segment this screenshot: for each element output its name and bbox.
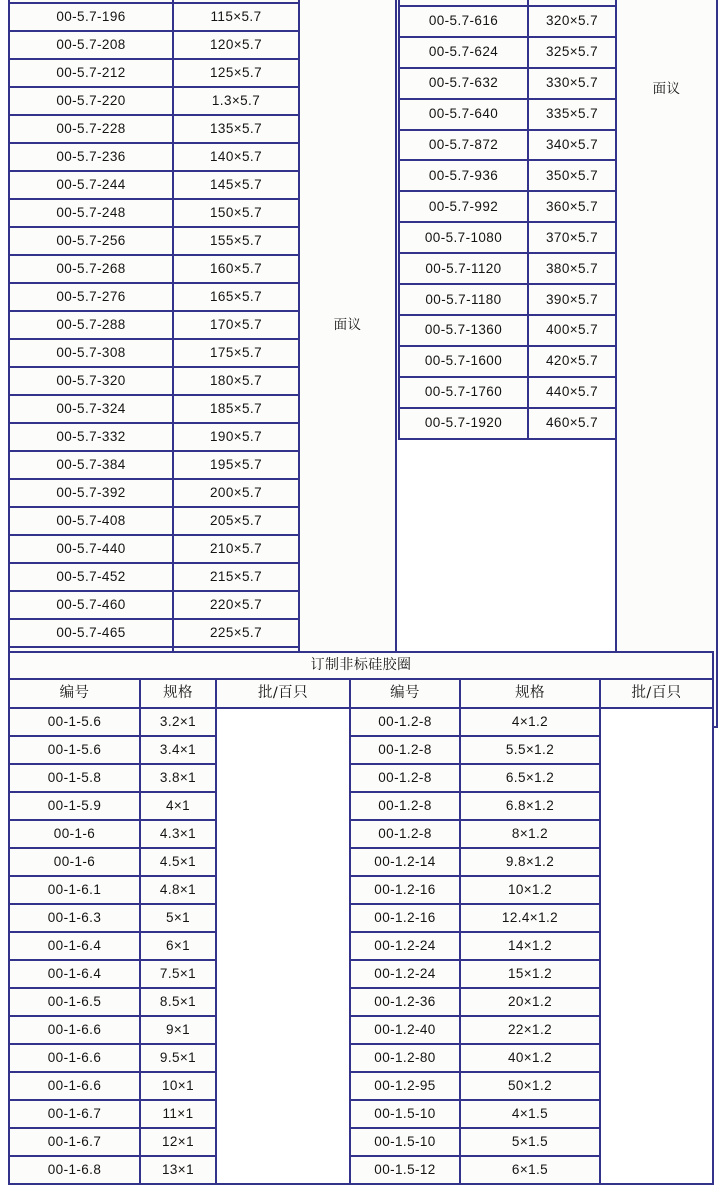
top-left-table-body	[9, 0, 396, 675]
cell-empty	[528, 612, 616, 641]
cell-code: 00-5.7-320	[9, 367, 173, 395]
cell-spec: 190×5.7	[173, 423, 299, 451]
cell-spec-right: 10×1.2	[460, 876, 600, 904]
cell-empty	[399, 555, 528, 584]
cell-code-left: 00-1-6.4	[9, 932, 140, 960]
cell-spec: 175×5.7	[173, 339, 299, 367]
cell-code: 00-5.7-465	[9, 619, 173, 647]
cell-code-left: 00-1-5.6	[9, 708, 140, 736]
cell-spec: 330×5.7	[528, 68, 616, 99]
cell-spec: 350×5.7	[528, 160, 616, 191]
cell-code: 00-5.7-248	[9, 199, 173, 227]
header-code-left: 编号	[9, 679, 140, 708]
cell-spec: 145×5.7	[173, 171, 299, 199]
cell-code-right: 00-1.5-10	[350, 1128, 460, 1156]
cell-code-right: 00-1.2-16	[350, 876, 460, 904]
cell-spec-left: 5×1	[140, 904, 216, 932]
cell-price-negotiable: 面议	[616, 0, 717, 727]
cell-code-right: 00-1.2-8	[350, 792, 460, 820]
top-right-spec-table	[398, 0, 718, 728]
cell-code: 00-5.7-220	[9, 87, 173, 115]
cell-code-left: 00-1-6.4	[9, 960, 140, 988]
cell-spec: 205×5.7	[173, 507, 299, 535]
cell-empty	[399, 439, 528, 469]
cell-spec-left: 8.5×1	[140, 988, 216, 1016]
cell-code: 00-5.7-1120	[399, 253, 528, 284]
cell-spec: 400×5.7	[528, 315, 616, 346]
cell-code-left: 00-1-6	[9, 848, 140, 876]
cell-code-left: 00-1-6.7	[9, 1100, 140, 1128]
cell-code: 00-5.7-268	[9, 255, 173, 283]
cell-code: 00-5.7-1600	[399, 346, 528, 377]
cell-spec-right: 4×1.5	[460, 1100, 600, 1128]
cell-spec-right: 20×1.2	[460, 988, 600, 1016]
cell-code-left: 00-1-6.5	[9, 988, 140, 1016]
cell-spec: 370×5.7	[528, 222, 616, 253]
header-spec-right: 规格	[460, 679, 600, 708]
cell-code-left: 00-1-6.6	[9, 1072, 140, 1100]
cell-code-right: 00-1.2-36	[350, 988, 460, 1016]
cell-code-right: 00-1.2-8	[350, 820, 460, 848]
cell-code-left: 00-1-6.3	[9, 904, 140, 932]
cell-code-left: 00-1-5.9	[9, 792, 140, 820]
cell-spec: 155×5.7	[173, 227, 299, 255]
custom-nonstandard-silicone-ring-section	[8, 651, 714, 1177]
cell-spec: 115×5.7	[173, 3, 299, 31]
table-row	[9, 708, 713, 736]
custom-ring-table-body	[9, 652, 713, 1184]
cell-spec-right: 40×1.2	[460, 1044, 600, 1072]
cell-spec-right: 12.4×1.2	[460, 904, 600, 932]
cell-code: 00-5.7-992	[399, 191, 528, 222]
cell-empty	[528, 583, 616, 612]
cell-price-right-empty	[600, 708, 713, 1184]
cell-spec-right: 15×1.2	[460, 960, 600, 988]
cell-spec-left: 9×1	[140, 1016, 216, 1044]
cell-spec-left: 7.5×1	[140, 960, 216, 988]
cell-spec-right: 8×1.2	[460, 820, 600, 848]
cell-spec-left: 12×1	[140, 1128, 216, 1156]
cell-code: 00-5.7-256	[9, 227, 173, 255]
cell-spec: 225×5.7	[173, 619, 299, 647]
cell-spec: 320×5.7	[528, 6, 616, 37]
cell-code-left: 00-1-5.8	[9, 764, 140, 792]
cell-spec-right: 6.5×1.2	[460, 764, 600, 792]
cell-spec: 180×5.7	[173, 367, 299, 395]
cell-code: 00-5.7-196	[9, 3, 173, 31]
top-left-spec-table	[8, 0, 397, 676]
cell-code: 00-5.7-460	[9, 591, 173, 619]
cell-spec-left: 4.3×1	[140, 820, 216, 848]
cell-spec: 165×5.7	[173, 283, 299, 311]
bottom-table-title: 订制非标硅胶圈	[9, 652, 713, 679]
cell-code: 00-5.7-1360	[399, 315, 528, 346]
cell-empty	[399, 468, 528, 497]
cell-empty	[528, 497, 616, 526]
cell-spec-left: 11×1	[140, 1100, 216, 1128]
cell-spec-right: 50×1.2	[460, 1072, 600, 1100]
cell-code: 00-5.7-308	[9, 339, 173, 367]
cell-spec: 135×5.7	[173, 115, 299, 143]
cell-code: 00-5.7-228	[9, 115, 173, 143]
cell-price-negotiable: 面议	[299, 0, 396, 675]
table-header-row	[9, 679, 713, 708]
cell-spec: 200×5.7	[173, 479, 299, 507]
cell-code-right: 00-1.5-12	[350, 1156, 460, 1184]
cell-code-left: 00-1-6.6	[9, 1016, 140, 1044]
cell-code: 00-5.7-236	[9, 143, 173, 171]
cell-code: 00-5.7-1760	[399, 377, 528, 408]
cell-code: 00-5.7-384	[9, 451, 173, 479]
cell-empty	[399, 583, 528, 612]
cell-code: 00-5.7-208	[9, 31, 173, 59]
top-left-table-wrapper	[8, 0, 397, 676]
cell-spec-right: 22×1.2	[460, 1016, 600, 1044]
cell-spec-left: 3.2×1	[140, 708, 216, 736]
cell-spec: 210×5.7	[173, 535, 299, 563]
cell-code-left: 00-1-6.8	[9, 1156, 140, 1184]
cell-code-right: 00-1.2-8	[350, 708, 460, 736]
cell-spec-right: 4×1.2	[460, 708, 600, 736]
cell-code-right: 00-1.2-40	[350, 1016, 460, 1044]
cell-spec-left: 6×1	[140, 932, 216, 960]
cell-empty	[528, 555, 616, 584]
cell-code-right: 00-1.2-24	[350, 960, 460, 988]
cell-empty	[528, 526, 616, 555]
cell-code: 00-5.7-324	[9, 395, 173, 423]
cell-spec-left: 9.5×1	[140, 1044, 216, 1072]
cell-code-right: 00-1.5-10	[350, 1100, 460, 1128]
cell-spec: 1.3×5.7	[173, 87, 299, 115]
cell-spec: 325×5.7	[528, 37, 616, 68]
cell-spec-right: 6.8×1.2	[460, 792, 600, 820]
cell-spec: 215×5.7	[173, 563, 299, 591]
cell-code: 00-5.7-632	[399, 68, 528, 99]
cell-spec: 460×5.7	[528, 408, 616, 439]
cell-code: 00-5.7-1080	[399, 222, 528, 253]
cell-code: 00-5.7-440	[9, 535, 173, 563]
cell-spec-left: 10×1	[140, 1072, 216, 1100]
cell-price-left-empty	[216, 708, 350, 1184]
cell-empty	[399, 612, 528, 641]
cell-code: 00-5.7-872	[399, 130, 528, 161]
cell-spec: 360×5.7	[528, 191, 616, 222]
cell-code: 00-5.7-212	[9, 59, 173, 87]
cell-spec-right: 9.8×1.2	[460, 848, 600, 876]
cell-spec-left: 4.8×1	[140, 876, 216, 904]
cell-code-right: 00-1.2-24	[350, 932, 460, 960]
cell-spec: 390×5.7	[528, 284, 616, 315]
cell-empty	[399, 526, 528, 555]
cell-spec: 150×5.7	[173, 199, 299, 227]
top-right-table-wrapper	[398, 0, 718, 728]
cell-code-left: 00-1-6.7	[9, 1128, 140, 1156]
cell-code: 00-5.7-1180	[399, 284, 528, 315]
cell-spec: 120×5.7	[173, 31, 299, 59]
custom-ring-table	[8, 651, 714, 1185]
cell-spec-left: 13×1	[140, 1156, 216, 1184]
header-price-right: 批/百只	[600, 679, 713, 708]
cell-code-left: 00-1-6	[9, 820, 140, 848]
cell-spec: 335×5.7	[528, 99, 616, 130]
cell-spec-right: 5.5×1.2	[460, 736, 600, 764]
cell-code-left: 00-1-6.1	[9, 876, 140, 904]
cell-spec-right: 5×1.5	[460, 1128, 600, 1156]
cell-spec: 125×5.7	[173, 59, 299, 87]
cell-spec: 340×5.7	[528, 130, 616, 161]
cell-spec: 220×5.7	[173, 591, 299, 619]
cell-spec-right: 6×1.5	[460, 1156, 600, 1184]
cell-code: 00-5.7-1920	[399, 408, 528, 439]
cell-code: 00-5.7-392	[9, 479, 173, 507]
header-price-left: 批/百只	[216, 679, 350, 708]
cell-code-right: 00-1.2-80	[350, 1044, 460, 1072]
cell-code-left: 00-1-5.6	[9, 736, 140, 764]
cell-spec: 440×5.7	[528, 377, 616, 408]
cell-code: 00-5.7-244	[9, 171, 173, 199]
cell-code: 00-5.7-452	[9, 563, 173, 591]
cell-spec: 140×5.7	[173, 143, 299, 171]
cell-code: 00-5.7-616	[399, 6, 528, 37]
cell-spec: 160×5.7	[173, 255, 299, 283]
cell-code-right: 00-1.2-95	[350, 1072, 460, 1100]
cell-code-right: 00-1.2-8	[350, 736, 460, 764]
cell-code: 00-5.7-408	[9, 507, 173, 535]
cell-code: 00-5.7-936	[399, 160, 528, 191]
top-right-table-body	[399, 0, 717, 727]
cell-code: 00-5.7-624	[399, 37, 528, 68]
cell-code: 00-5.7-276	[9, 283, 173, 311]
header-spec-left: 规格	[140, 679, 216, 708]
table-title-row	[9, 652, 713, 679]
cell-empty	[528, 439, 616, 469]
cell-spec-left: 3.8×1	[140, 764, 216, 792]
cell-code: 00-5.7-640	[399, 99, 528, 130]
cell-spec: 185×5.7	[173, 395, 299, 423]
cell-spec-right: 14×1.2	[460, 932, 600, 960]
cell-code: 00-5.7-332	[9, 423, 173, 451]
header-code-right: 编号	[350, 679, 460, 708]
cell-code-left: 00-1-6.6	[9, 1044, 140, 1072]
cell-spec-left: 4.5×1	[140, 848, 216, 876]
cell-spec-left: 4×1	[140, 792, 216, 820]
cell-spec: 380×5.7	[528, 253, 616, 284]
cell-code-right: 00-1.2-16	[350, 904, 460, 932]
cell-spec: 170×5.7	[173, 311, 299, 339]
cell-empty	[399, 497, 528, 526]
cell-empty	[528, 468, 616, 497]
cell-spec-left: 3.4×1	[140, 736, 216, 764]
cell-spec: 195×5.7	[173, 451, 299, 479]
cell-code-right: 00-1.2-14	[350, 848, 460, 876]
cell-code: 00-5.7-288	[9, 311, 173, 339]
cell-spec: 420×5.7	[528, 346, 616, 377]
cell-code-right: 00-1.2-8	[350, 764, 460, 792]
